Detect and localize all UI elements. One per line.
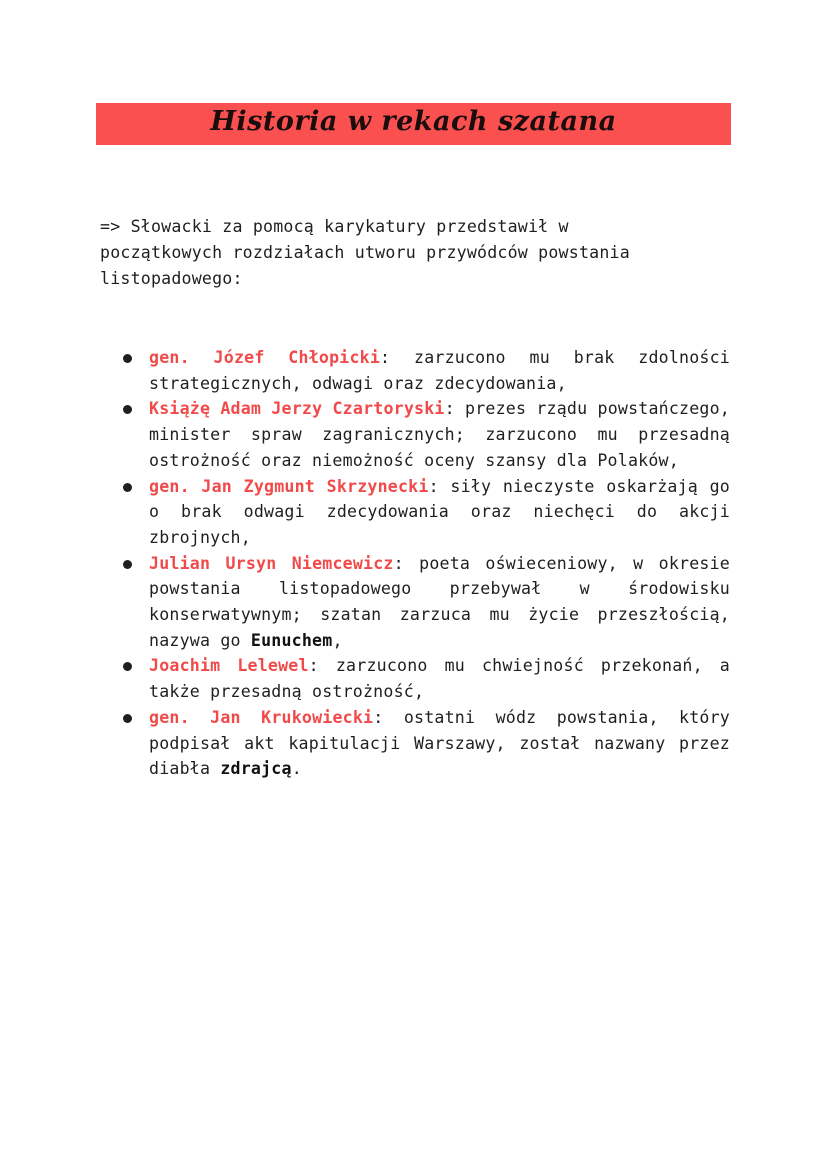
intro-line: początkowych rozdziałach utworu przywódców powstania (100, 243, 630, 262)
leaders-list (100, 345, 730, 782)
list-item (100, 474, 730, 551)
list-item (100, 705, 730, 782)
bullet-icon (123, 714, 132, 723)
leader-description: : zarzucono mu chwiejność przekonań, a także przesadną ostrożność, (149, 656, 730, 702)
leader-description: : siły nieczyste oskarżają go o brak odwagi zdecydowania oraz niechęci do akcji zbrojnych, (149, 476, 730, 547)
leader-description: : prezes rządu powstańczego, minister spraw zagranicznych; zarzucono mu przesadną ostrożność oraz niemożność oceny szansy dla Polaków, (149, 399, 730, 470)
bullet-icon (123, 560, 132, 569)
leader-description: : poeta oświeceniowy, w okresie powstania listopadowego przebywał w środowisku konserwatywnym; szatan zarzuca mu życie przeszłością, nazywa go (149, 553, 730, 650)
list-item (100, 345, 730, 396)
leader-name: gen. Józef Chłopicki (149, 348, 381, 367)
bullet-icon (123, 354, 132, 363)
item-tail: . (291, 759, 302, 779)
item-tail: , (332, 630, 343, 650)
leader-name: gen. Jan Zygmunt Skrzynecki (149, 476, 429, 496)
leader-description: : zarzucono mu brak zdolności strategicznych, odwagi oraz zdecydowania, (149, 348, 730, 393)
bullet-icon (123, 662, 132, 671)
intro-line: listopadowego: (100, 269, 243, 288)
emphasis-word: zdrajcą (220, 759, 292, 779)
leader-description: : ostatni wódz powstania, który podpisał akt kapitulacji Warszawy, został nazwany przez diabła (149, 707, 730, 779)
leader-name: Julian Ursyn Niemcewicz (149, 553, 394, 573)
leader-name: gen. Jan Krukowiecki (149, 707, 374, 727)
intro-paragraph (100, 214, 732, 292)
intro-line: => Słowacki za pomocą karykatury przedstawił w (100, 217, 569, 236)
list-item (100, 396, 730, 473)
leader-name: Książę Adam Jerzy Czartoryski (149, 399, 445, 419)
page-title: Historia w rekach szatana (210, 105, 617, 137)
leader-name: Joachim Lelewel (149, 656, 309, 676)
bullet-icon (123, 483, 132, 492)
list-item (100, 551, 730, 654)
emphasis-word: Eunuchem (250, 630, 333, 650)
title-banner (96, 103, 731, 145)
bullet-icon (123, 405, 132, 414)
list-item (100, 653, 730, 704)
